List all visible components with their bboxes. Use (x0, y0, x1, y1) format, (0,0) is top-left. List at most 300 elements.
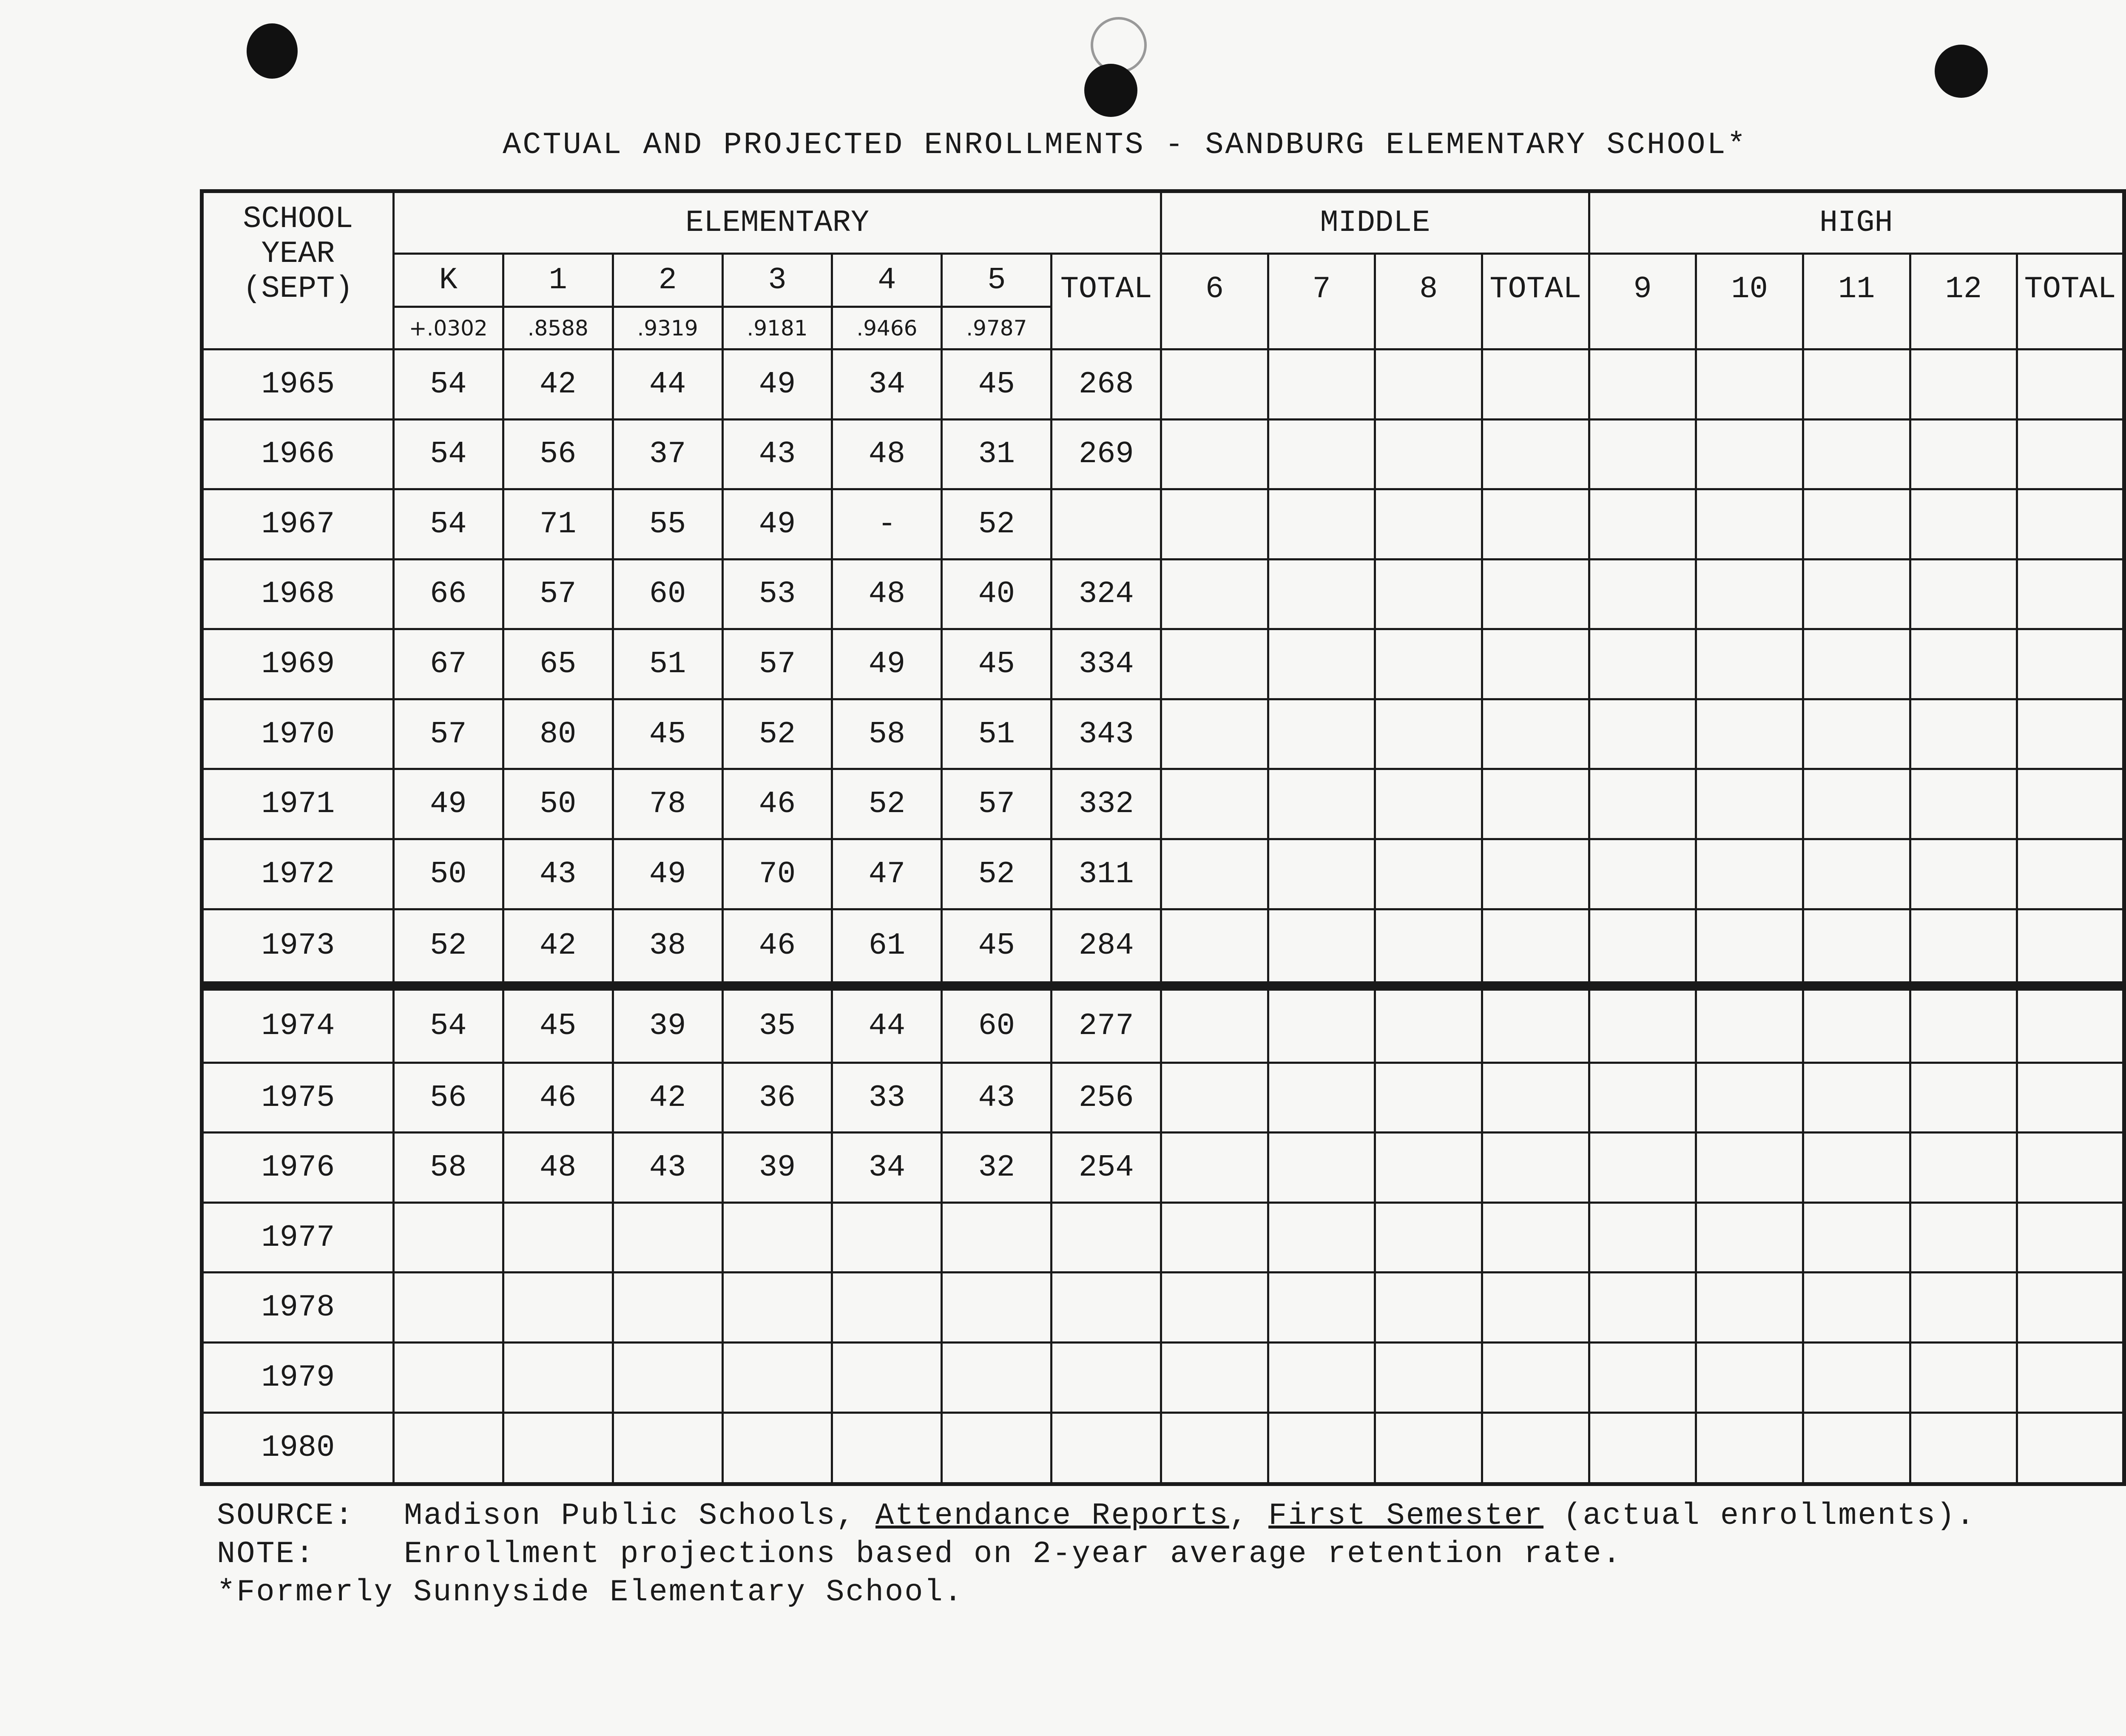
note-label: NOTE: (217, 1537, 315, 1571)
empty-cell (1268, 1343, 1375, 1413)
elementary-total-cell: 269 (1052, 419, 1161, 489)
table-row (202, 1133, 2124, 1203)
empty-cell (1589, 1063, 1696, 1133)
empty-cell (1161, 909, 1268, 986)
empty-cell (1375, 1202, 1482, 1273)
empty-cell (1161, 629, 1268, 699)
enrollment-cell (613, 1412, 722, 1484)
empty-cell (1589, 699, 1696, 769)
formerly-line: *Formerly Sunnyside Elementary School. (217, 1575, 964, 1610)
enrollment-cell: 78 (613, 769, 722, 839)
empty-cell (1268, 986, 1375, 1063)
empty-cell (2017, 559, 2124, 629)
empty-cell (1589, 1202, 1696, 1273)
table-row (202, 1273, 2124, 1343)
empty-cell (1161, 349, 1268, 420)
empty-cell (1482, 769, 1589, 839)
empty-cell (1803, 629, 1910, 699)
empty-cell (1482, 419, 1589, 489)
enrollment-cell: 42 (613, 1063, 722, 1133)
enrollment-cell: 47 (832, 839, 942, 909)
enrollment-cell: 35 (722, 986, 832, 1063)
enrollment-cell: 36 (722, 1063, 832, 1133)
empty-cell (1696, 419, 1803, 489)
empty-cell (1696, 1343, 1803, 1413)
empty-cell (1482, 699, 1589, 769)
enrollment-cell: 49 (832, 629, 942, 699)
empty-cell (1161, 1343, 1268, 1413)
high-header: HIGH (1589, 191, 2124, 254)
empty-cell (1589, 629, 1696, 699)
empty-cell (1482, 839, 1589, 909)
empty-cell (1696, 1273, 1803, 1343)
enrollment-cell: 34 (832, 349, 942, 420)
grade-header: K (393, 254, 503, 307)
empty-cell (1268, 1273, 1375, 1343)
note-text: Enrollment projections based on 2-year average retention rate. (404, 1537, 1622, 1571)
source-line (217, 1497, 1976, 1535)
empty-cell (1589, 909, 1696, 986)
empty-cell (1482, 629, 1589, 699)
empty-cell (2017, 419, 2124, 489)
elementary-total-cell (1052, 1273, 1161, 1343)
empty-cell (1482, 349, 1589, 420)
year-cell: 1974 (202, 986, 394, 1063)
table-row (202, 986, 2124, 1063)
empty-cell (1589, 489, 1696, 560)
table-row (202, 629, 2124, 699)
empty-cell (1910, 986, 2017, 1063)
table-body (202, 349, 2124, 1484)
empty-cell (2017, 1412, 2124, 1484)
enrollment-cell (503, 1202, 613, 1273)
empty-cell (1482, 1133, 1589, 1203)
empty-cell (1696, 559, 1803, 629)
enrollment-cell: 43 (722, 419, 832, 489)
empty-cell (1589, 1133, 1696, 1203)
middle-header: MIDDLE (1161, 191, 1589, 254)
grade-header: 1 (503, 254, 613, 307)
empty-cell (1161, 419, 1268, 489)
elementary-total-cell: 334 (1052, 629, 1161, 699)
empty-cell (1589, 1412, 1696, 1484)
empty-cell (1375, 1412, 1482, 1484)
empty-cell (1589, 559, 1696, 629)
year-cell: 1969 (202, 629, 394, 699)
enrollment-cell: - (832, 489, 942, 560)
empty-cell (1696, 909, 1803, 986)
empty-cell (2017, 489, 2124, 560)
empty-cell (1161, 1133, 1268, 1203)
enrollment-cell: 49 (613, 839, 722, 909)
table-row (202, 1343, 2124, 1413)
empty-cell (1482, 1063, 1589, 1133)
grade-header: 6 (1161, 254, 1268, 349)
empty-cell (1696, 1063, 1803, 1133)
empty-cell (2017, 629, 2124, 699)
empty-cell (1375, 1273, 1482, 1343)
empty-cell (1268, 909, 1375, 986)
table-row (202, 909, 2124, 986)
grade-header: 9 (1589, 254, 1696, 349)
enrollment-cell: 70 (722, 839, 832, 909)
enrollment-cell: 37 (613, 419, 722, 489)
empty-cell (2017, 1063, 2124, 1133)
empty-cell (1482, 1343, 1589, 1413)
elementary-total-cell: 284 (1052, 909, 1161, 986)
note-line (217, 1535, 1976, 1573)
retention-rate: .8588 (503, 307, 613, 349)
empty-cell (1482, 909, 1589, 986)
empty-cell (1268, 839, 1375, 909)
enrollment-cell: 52 (832, 769, 942, 839)
empty-cell (1161, 1412, 1268, 1484)
source-suffix: (actual enrollments). (1543, 1498, 1976, 1533)
empty-cell (1268, 419, 1375, 489)
enrollment-cell: 43 (503, 839, 613, 909)
enrollment-cell: 31 (942, 419, 1052, 489)
enrollment-cell (832, 1273, 942, 1343)
enrollment-cell: 55 (613, 489, 722, 560)
empty-cell (1696, 699, 1803, 769)
empty-cell (1696, 349, 1803, 420)
empty-cell (1375, 419, 1482, 489)
empty-cell (1268, 769, 1375, 839)
elementary-total-cell: 311 (1052, 839, 1161, 909)
enrollment-cell (942, 1202, 1052, 1273)
empty-cell (2017, 839, 2124, 909)
empty-cell (1910, 1273, 2017, 1343)
source-text: Madison Public Schools, (404, 1498, 875, 1533)
enrollment-cell (722, 1273, 832, 1343)
table-row (202, 1412, 2124, 1484)
empty-cell (1375, 699, 1482, 769)
empty-cell (1375, 839, 1482, 909)
empty-cell (1910, 1202, 2017, 1273)
empty-cell (1803, 909, 1910, 986)
enrollment-cell: 67 (393, 629, 503, 699)
year-cell: 1965 (202, 349, 394, 420)
retention-rate: +.0302 (393, 307, 503, 349)
enrollment-cell: 38 (613, 909, 722, 986)
year-cell: 1978 (202, 1273, 394, 1343)
empty-cell (1803, 559, 1910, 629)
empty-cell (2017, 769, 2124, 839)
empty-cell (1803, 699, 1910, 769)
empty-cell (1803, 489, 1910, 560)
year-cell: 1966 (202, 419, 394, 489)
enrollment-cell: 56 (503, 419, 613, 489)
enrollment-cell: 48 (832, 559, 942, 629)
enrollment-cell: 42 (503, 349, 613, 420)
enrollment-cell: 52 (942, 489, 1052, 560)
empty-cell (1910, 559, 2017, 629)
enrollment-cell: 42 (503, 909, 613, 986)
grade-header: 3 (722, 254, 832, 307)
empty-cell (1375, 349, 1482, 420)
empty-cell (2017, 909, 2124, 986)
empty-cell (1375, 909, 1482, 986)
enrollment-cell: 43 (613, 1133, 722, 1203)
enrollment-cell: 54 (393, 349, 503, 420)
enrollment-cell: 49 (722, 349, 832, 420)
middle-total-header: TOTAL (1482, 254, 1589, 349)
enrollment-cell: 33 (832, 1063, 942, 1133)
elementary-total-cell (1052, 1343, 1161, 1413)
enrollment-cell (832, 1343, 942, 1413)
empty-cell (2017, 986, 2124, 1063)
year-cell: 1979 (202, 1343, 394, 1413)
empty-cell (1482, 1273, 1589, 1343)
retention-rate: .9319 (613, 307, 722, 349)
empty-cell (1268, 699, 1375, 769)
year-cell: 1968 (202, 559, 394, 629)
empty-cell (2017, 1273, 2124, 1343)
enrollment-cell (942, 1412, 1052, 1484)
empty-cell (1803, 1412, 1910, 1484)
elementary-total-header: TOTAL (1052, 254, 1161, 349)
enrollment-cell: 50 (393, 839, 503, 909)
empty-cell (1161, 1273, 1268, 1343)
retention-rate: .9466 (832, 307, 942, 349)
enrollment-cell: 57 (503, 559, 613, 629)
year-cell: 1970 (202, 699, 394, 769)
elementary-total-cell (1052, 1202, 1161, 1273)
empty-cell (1696, 839, 1803, 909)
enrollment-cell (503, 1273, 613, 1343)
empty-cell (1910, 1063, 2017, 1133)
empty-cell (1589, 769, 1696, 839)
empty-cell (1375, 559, 1482, 629)
empty-cell (1268, 349, 1375, 420)
enrollment-cell: 49 (722, 489, 832, 560)
empty-cell (1910, 1133, 2017, 1203)
empty-cell (1910, 909, 2017, 986)
enrollment-cell: 54 (393, 419, 503, 489)
enrollment-cell (722, 1343, 832, 1413)
enrollment-cell: 56 (393, 1063, 503, 1133)
enrollment-cell: 51 (613, 629, 722, 699)
empty-cell (1803, 1343, 1910, 1413)
elementary-total-cell: 268 (1052, 349, 1161, 420)
empty-cell (1482, 1202, 1589, 1273)
enrollment-cell: 57 (393, 699, 503, 769)
elementary-header: ELEMENTARY (393, 191, 1161, 254)
empty-cell (1589, 419, 1696, 489)
enrollment-cell (393, 1343, 503, 1413)
enrollment-cell: 46 (722, 909, 832, 986)
enrollment-cell: 71 (503, 489, 613, 560)
table-row (202, 699, 2124, 769)
empty-cell (1803, 986, 1910, 1063)
enrollment-cell: 61 (832, 909, 942, 986)
enrollment-cell (613, 1343, 722, 1413)
elementary-total-cell: 277 (1052, 986, 1161, 1063)
enrollment-cell (503, 1343, 613, 1413)
empty-cell (2017, 1133, 2124, 1203)
empty-cell (1696, 1133, 1803, 1203)
year-cell: 1973 (202, 909, 394, 986)
year-cell: 1980 (202, 1412, 394, 1484)
grade-header: 5 (942, 254, 1052, 307)
empty-cell (1910, 839, 2017, 909)
empty-cell (2017, 1202, 2124, 1273)
elementary-total-cell (1052, 489, 1161, 560)
enrollment-cell: 32 (942, 1133, 1052, 1203)
empty-cell (1268, 489, 1375, 560)
empty-cell (1803, 769, 1910, 839)
table-row (202, 489, 2124, 560)
enrollment-cell: 39 (722, 1133, 832, 1203)
empty-cell (1803, 1133, 1910, 1203)
enrollment-cell: 40 (942, 559, 1052, 629)
enrollment-cell (722, 1412, 832, 1484)
elementary-total-cell: 343 (1052, 699, 1161, 769)
grade-header: 12 (1910, 254, 2017, 349)
enrollment-cell: 34 (832, 1133, 942, 1203)
page-title: ACTUAL AND PROJECTED ENROLLMENTS - SANDBURG ELEMENTARY SCHOOL* (503, 128, 1747, 162)
high-total-header: TOTAL (2017, 254, 2124, 349)
retention-rate: .9181 (722, 307, 832, 349)
empty-cell (1268, 1412, 1375, 1484)
grade-header: 4 (832, 254, 942, 307)
enrollment-cell: 80 (503, 699, 613, 769)
enrollment-cell: 66 (393, 559, 503, 629)
enrollment-table (200, 189, 2126, 1486)
empty-cell (1910, 419, 2017, 489)
year-cell: 1967 (202, 489, 394, 560)
empty-cell (1482, 489, 1589, 560)
empty-cell (2017, 349, 2124, 420)
enrollment-cell: 50 (503, 769, 613, 839)
enrollment-cell: 48 (832, 419, 942, 489)
empty-cell (1375, 489, 1482, 560)
empty-cell (1910, 769, 2017, 839)
elementary-total-cell: 256 (1052, 1063, 1161, 1133)
empty-cell (2017, 699, 2124, 769)
enrollment-cell: 49 (393, 769, 503, 839)
enrollment-cell: 52 (722, 699, 832, 769)
enrollment-cell: 44 (613, 349, 722, 420)
empty-cell (1482, 559, 1589, 629)
grade-header: 7 (1268, 254, 1375, 349)
enrollment-cell: 45 (613, 699, 722, 769)
empty-cell (1803, 1273, 1910, 1343)
enrollment-cell: 54 (393, 489, 503, 560)
school-year-header: SCHOOL YEAR (SEPT) (202, 191, 394, 349)
enrollment-cell: 44 (832, 986, 942, 1063)
empty-cell (1696, 769, 1803, 839)
empty-cell (1268, 1063, 1375, 1133)
empty-cell (1803, 1202, 1910, 1273)
enrollment-cell: 45 (942, 629, 1052, 699)
enrollment-cell: 52 (393, 909, 503, 986)
enrollment-cell: 65 (503, 629, 613, 699)
source-separator: , (1229, 1498, 1269, 1533)
empty-cell (1482, 1412, 1589, 1484)
empty-cell (1268, 629, 1375, 699)
table-row (202, 559, 2124, 629)
enrollment-cell (832, 1202, 942, 1273)
enrollment-cell: 43 (942, 1063, 1052, 1133)
table-row (202, 769, 2124, 839)
year-cell: 1972 (202, 839, 394, 909)
empty-cell (1161, 1202, 1268, 1273)
empty-cell (1589, 986, 1696, 1063)
elementary-total-cell: 332 (1052, 769, 1161, 839)
empty-cell (1589, 1343, 1696, 1413)
source-label: SOURCE: (217, 1498, 355, 1533)
enrollment-cell (832, 1412, 942, 1484)
enrollment-cell: 51 (942, 699, 1052, 769)
empty-cell (1161, 699, 1268, 769)
enrollment-cell (613, 1202, 722, 1273)
binder-hole-center (1084, 64, 1137, 117)
empty-cell (1268, 1202, 1375, 1273)
empty-cell (1803, 839, 1910, 909)
empty-cell (1161, 559, 1268, 629)
table-row (202, 419, 2124, 489)
empty-cell (1910, 349, 2017, 420)
empty-cell (1803, 419, 1910, 489)
binder-hole-right (1935, 45, 1988, 98)
empty-cell (1910, 629, 2017, 699)
empty-cell (1161, 1063, 1268, 1133)
enrollment-cell: 48 (503, 1133, 613, 1203)
footnotes (217, 1497, 1976, 1611)
retention-rate: .9787 (942, 307, 1052, 349)
enrollment-cell: 58 (832, 699, 942, 769)
enrollment-cell: 39 (613, 986, 722, 1063)
enrollment-cell (503, 1412, 613, 1484)
enrollment-cell: 46 (722, 769, 832, 839)
empty-cell (1161, 839, 1268, 909)
enrollment-cell (942, 1273, 1052, 1343)
enrollment-cell: 45 (942, 349, 1052, 420)
year-cell: 1971 (202, 769, 394, 839)
grade-header: 8 (1375, 254, 1482, 349)
empty-cell (1696, 1202, 1803, 1273)
empty-cell (1375, 629, 1482, 699)
empty-cell (1161, 986, 1268, 1063)
enrollment-cell: 60 (942, 986, 1052, 1063)
enrollment-cell: 57 (722, 629, 832, 699)
enrollment-cell (393, 1202, 503, 1273)
empty-cell (1268, 559, 1375, 629)
empty-cell (1696, 489, 1803, 560)
elementary-total-cell: 254 (1052, 1133, 1161, 1203)
enrollment-cell (722, 1202, 832, 1273)
enrollment-cell: 52 (942, 839, 1052, 909)
source-first-semester: First Semester (1268, 1498, 1544, 1533)
binder-hole-left (247, 23, 298, 79)
empty-cell (1589, 349, 1696, 420)
year-cell: 1977 (202, 1202, 394, 1273)
empty-cell (1696, 986, 1803, 1063)
grade-header: 11 (1803, 254, 1910, 349)
grade-header: 10 (1696, 254, 1803, 349)
enrollment-cell: 45 (942, 909, 1052, 986)
empty-cell (1589, 839, 1696, 909)
empty-cell (1375, 1063, 1482, 1133)
empty-cell (1803, 349, 1910, 420)
elementary-total-cell (1052, 1412, 1161, 1484)
empty-cell (1803, 1063, 1910, 1133)
year-cell: 1975 (202, 1063, 394, 1133)
empty-cell (1696, 629, 1803, 699)
empty-cell (1482, 986, 1589, 1063)
empty-cell (1589, 1273, 1696, 1343)
